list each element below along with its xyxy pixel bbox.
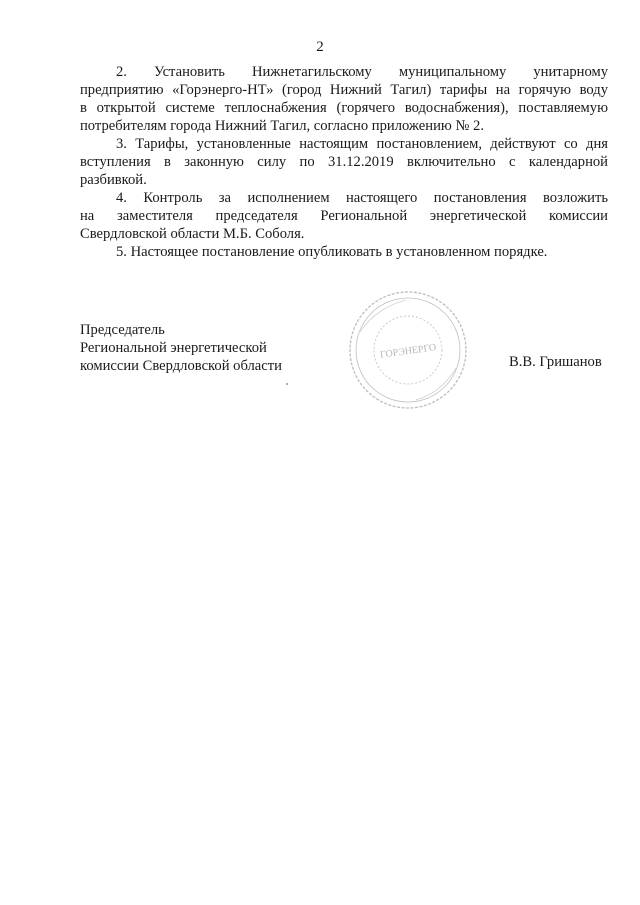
official-seal-stamp <box>346 288 470 412</box>
scan-speck <box>286 383 288 385</box>
paragraph-line: разбивкой. <box>80 172 147 188</box>
paragraph-line: 5. Настоящее постановление опубликовать в установленном порядке. <box>116 244 548 260</box>
paragraph-line: потребителям города Нижний Тагил, согласно приложению № 2. <box>80 118 484 134</box>
paragraph-line: вступления в законную силу по 31.12.2019 включительно с календарной <box>80 154 608 170</box>
page-number: 2 <box>316 39 324 55</box>
signatory-title-line: Региональной энергетической <box>80 340 267 356</box>
paragraph-line: 3. Тарифы, установленные настоящим постановлением, действуют со дня <box>116 136 608 152</box>
paragraph-line: Свердловской области М.Б. Соболя. <box>80 226 305 242</box>
paragraph-line: предприятию «Горэнерго-НТ» (город Нижний Тагил) тарифы на горячую воду <box>80 82 608 98</box>
signatory-title-line: комиссии Свердловской области <box>80 358 282 374</box>
signatory-title-line: Председатель <box>80 322 165 338</box>
seal-text: ГОРЭНЕРГО <box>379 342 437 361</box>
paragraph-5-publish <box>80 243 608 261</box>
paragraph-2-establish-tariffs <box>80 63 608 135</box>
paragraph-line: 4. Контроль за исполнением настоящего постановления возложить <box>116 190 608 206</box>
document-body <box>80 63 608 261</box>
paragraph-4-control <box>80 189 608 243</box>
signatory-name: В.В. Гришанов <box>509 354 602 370</box>
paragraph-3-tariff-validity <box>80 135 608 189</box>
paragraph-line: 2. Установить Нижнетагильскому муниципальному унитарному <box>116 64 608 80</box>
signatory-title <box>80 321 282 375</box>
paragraph-line: в открытой системе теплоснабжения (горячего водоснабжения), поставляемую <box>80 100 608 116</box>
paragraph-line: на заместителя председателя Региональной энергетической комиссии <box>80 208 608 224</box>
